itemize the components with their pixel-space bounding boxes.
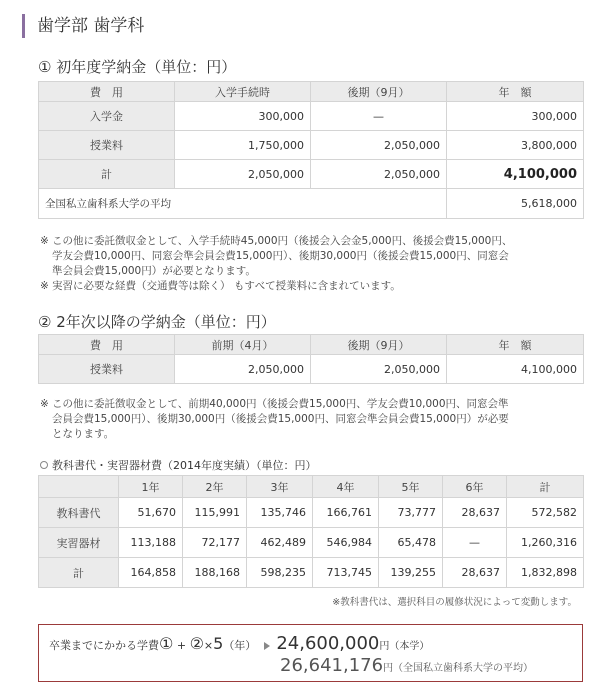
- table-header: 1年: [119, 476, 183, 498]
- table-cell: 598,235: [247, 558, 313, 588]
- table-cell: 164,858: [119, 558, 183, 588]
- summary-formula-line: [49, 633, 429, 654]
- table-header: 計: [507, 476, 584, 498]
- table-header: 4年: [313, 476, 379, 498]
- row-label: 授業料: [39, 355, 175, 384]
- table-cell: 72,177: [183, 528, 247, 558]
- formula-circle-1: ①: [159, 634, 174, 653]
- table-cell: 572,582: [507, 498, 584, 528]
- notes-later-year: [40, 397, 509, 442]
- table-header: 6年: [443, 476, 507, 498]
- table-row: [39, 355, 584, 384]
- note-line: 学友会費10,000円、同窓会準会員会費15,000円）、後期30,000円（後援会費15,000円、同窓会: [52, 250, 509, 262]
- table-cell: 28,637: [443, 498, 507, 528]
- table-cell: 4,100,000: [447, 355, 584, 384]
- table-header-row: [39, 82, 584, 102]
- total-amount-school: 24,600,000: [276, 633, 380, 654]
- table-cell: —: [311, 102, 447, 131]
- formula-times: ×: [203, 639, 214, 652]
- row-label: 入学金: [39, 102, 175, 131]
- note-line: 会員会費15,000円）、後期30,000円（後援会費15,000円、同窓会準会員会費15,000円）が必要: [52, 413, 509, 425]
- table-cell: 166,761: [313, 498, 379, 528]
- table-cell: 3,800,000: [447, 131, 584, 160]
- table-cell: 300,000: [175, 102, 311, 131]
- table-header: 費 用: [39, 82, 175, 102]
- row-label: 教科書代: [39, 498, 119, 528]
- later-year-fee-table: [38, 334, 584, 384]
- table-cell: 28,637: [443, 558, 507, 588]
- circle-bullet-icon: [40, 461, 48, 469]
- page-title: 歯学部 歯学科: [22, 14, 144, 38]
- row-label: 授業料: [39, 131, 175, 160]
- table-cell: 713,745: [313, 558, 379, 588]
- table-cell: 300,000: [447, 102, 584, 131]
- section2-title: ② 2年次以降の学納金（単位：円）: [38, 313, 276, 331]
- table-cell: 2,050,000: [311, 160, 447, 189]
- table-cell: 2,050,000: [311, 131, 447, 160]
- total-amount-average-suffix: 円（全国私立歯科系大学の平均）: [383, 663, 534, 674]
- note-line: 準会員会費15,000円）が必要となります。: [52, 265, 256, 277]
- total-cost-summary: [38, 624, 583, 682]
- table-header: [39, 476, 119, 498]
- row-label: 実習器材: [39, 528, 119, 558]
- table-cell: 73,777: [379, 498, 443, 528]
- first-year-fee-table: [38, 81, 584, 219]
- summary-average-line: [280, 655, 533, 676]
- note-line: となります。: [52, 428, 115, 440]
- table-cell: 113,188: [119, 528, 183, 558]
- formula-five: 5: [213, 634, 224, 653]
- textbook-footnote: ※教科書代は、選択科目の履修状況によって変動します。: [332, 597, 577, 608]
- total-amount-school-suffix: 円（本学）: [379, 641, 430, 652]
- table-row: [39, 498, 584, 528]
- table-cell: 2,050,000: [175, 160, 311, 189]
- table-row-total: [39, 558, 584, 588]
- table-row: [39, 528, 584, 558]
- table-header: 年 額: [447, 82, 584, 102]
- section3-title: 教科書代・実習器材費（2014年度実績）（単位：円）: [40, 457, 317, 473]
- formula-circle-2: ②: [189, 634, 204, 653]
- table-cell: 51,670: [119, 498, 183, 528]
- formula-plus: +: [173, 639, 190, 652]
- table-cell: 188,168: [183, 558, 247, 588]
- note-line: ※ この他に委託徴収金として、前期40,000円（後援会費15,000円、学友会費10,000円、同窓会準: [40, 398, 509, 410]
- arrow-right-icon: [264, 642, 270, 650]
- total-amount-average: 26,641,176: [280, 655, 384, 676]
- summary-label: 卒業までにかかる学費: [49, 639, 159, 652]
- table-header: 費 用: [39, 335, 175, 355]
- table-header-row: [39, 335, 584, 355]
- table-cell: 462,489: [247, 528, 313, 558]
- table-header: 3年: [247, 476, 313, 498]
- table-row: [39, 102, 584, 131]
- note-line: ※ 実習に必要な経費（交通費等は除く） もすべて授業料に含まれています。: [40, 280, 401, 292]
- table-header: 2年: [183, 476, 247, 498]
- average-label: 全国私立歯科系大学の平均: [39, 189, 447, 219]
- table-row: [39, 131, 584, 160]
- table-header: 5年: [379, 476, 443, 498]
- table-header: 後期（9月）: [311, 82, 447, 102]
- table-header: 後期（9月）: [311, 335, 447, 355]
- table-cell: 1,832,898: [507, 558, 584, 588]
- note-line: ※ この他に委託徴収金として、入学手続時45,000円（後援会入会金5,000円、後援会費15,000円、: [40, 235, 513, 247]
- table-cell: 2,050,000: [175, 355, 311, 384]
- table-cell: 65,478: [379, 528, 443, 558]
- table-header: 年 額: [447, 335, 584, 355]
- table-cell: 546,984: [313, 528, 379, 558]
- average-value: 5,618,000: [447, 189, 584, 219]
- section1-title: ① 初年度学納金（単位：円）: [38, 58, 237, 76]
- row-label: 計: [39, 558, 119, 588]
- formula-unit: （年）: [223, 639, 257, 652]
- table-header-row: [39, 476, 584, 498]
- table-header: 前期（4月）: [175, 335, 311, 355]
- table-cell: 135,746: [247, 498, 313, 528]
- notes-first-year: [40, 234, 512, 294]
- table-cell: 1,750,000: [175, 131, 311, 160]
- table-header: 入学手続時: [175, 82, 311, 102]
- table-cell: —: [443, 528, 507, 558]
- table-cell: 1,260,316: [507, 528, 584, 558]
- table-row-total: [39, 160, 584, 189]
- annual-total-value: 4,100,000: [447, 160, 584, 189]
- textbook-equipment-table: [38, 475, 584, 588]
- table-cell: 2,050,000: [311, 355, 447, 384]
- table-cell: 139,255: [379, 558, 443, 588]
- average-row: [39, 189, 584, 219]
- table-cell: 115,991: [183, 498, 247, 528]
- row-label: 計: [39, 160, 175, 189]
